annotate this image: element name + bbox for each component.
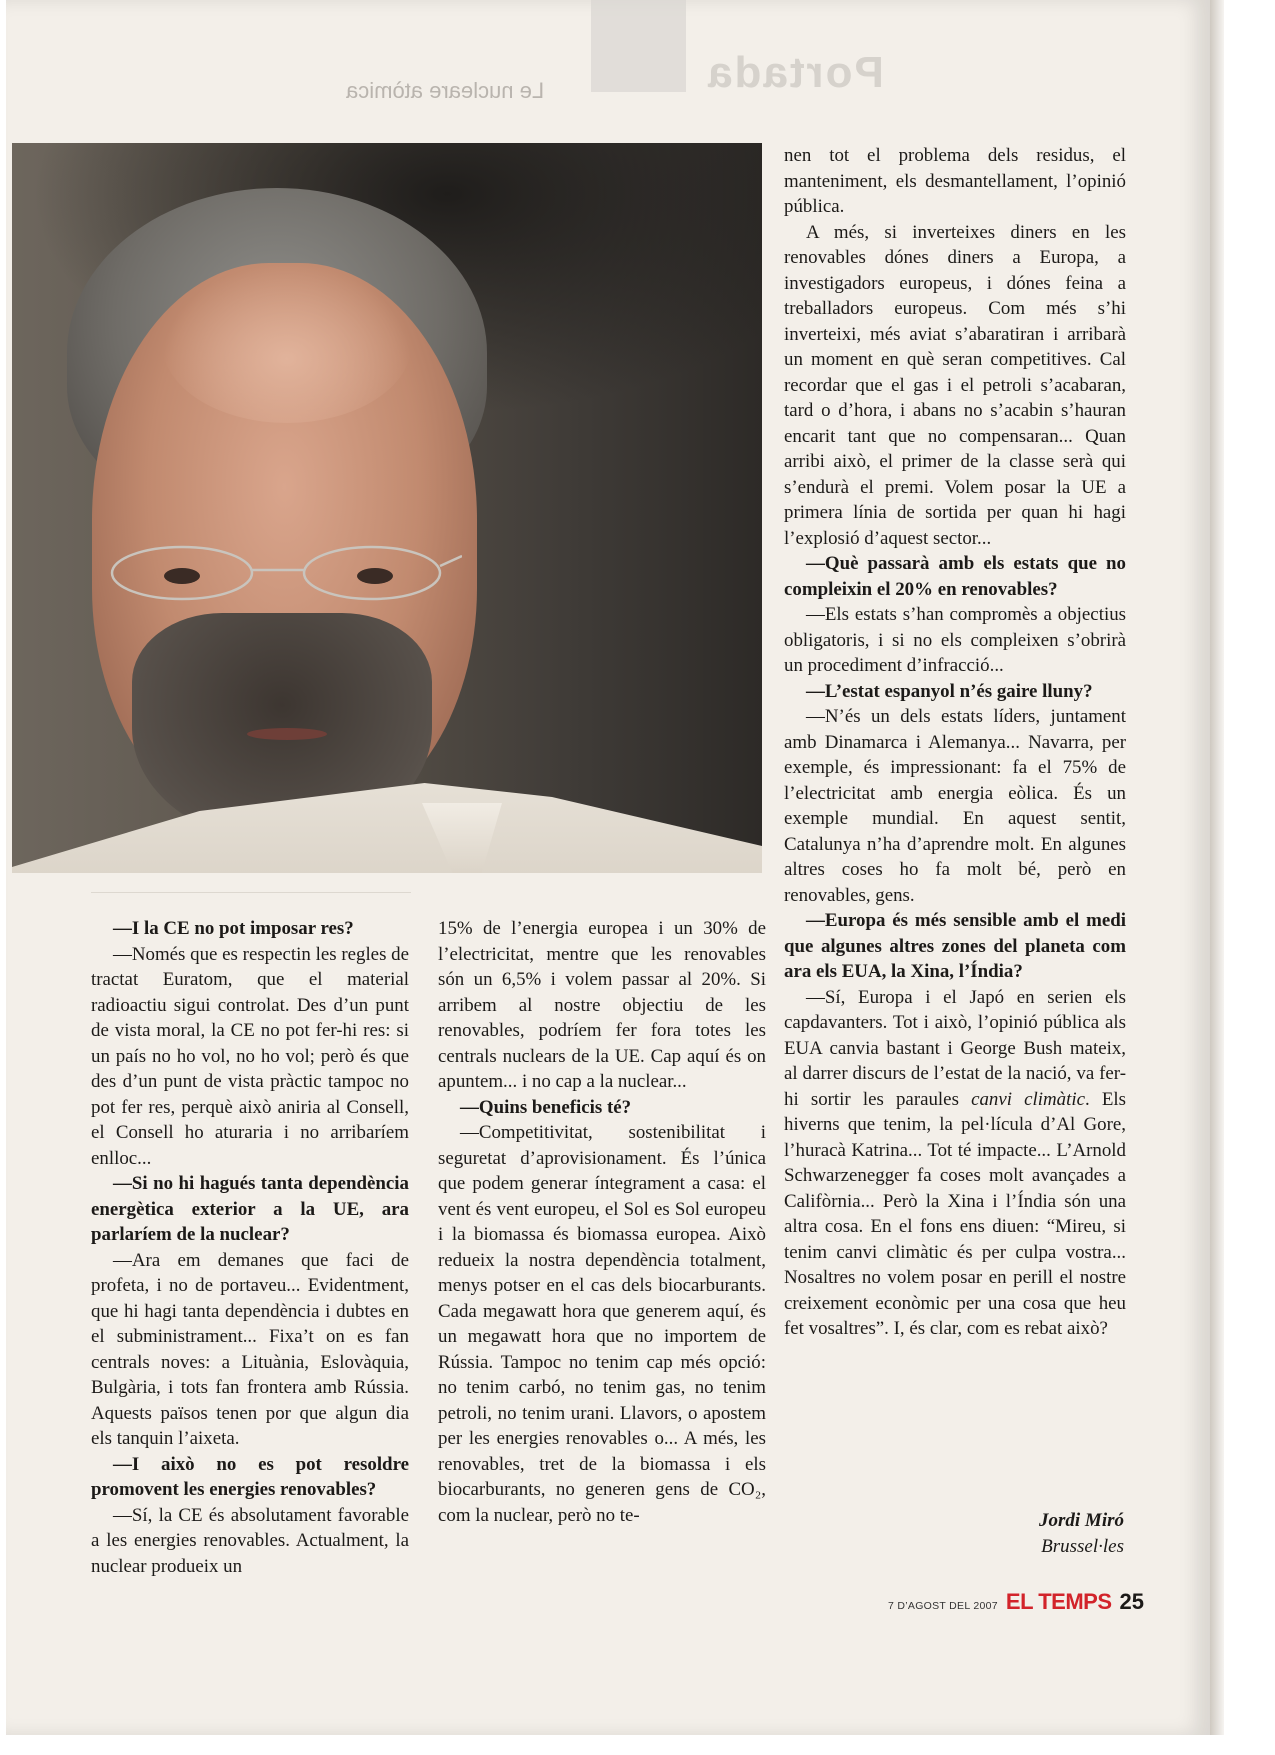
interview-question: —I això no es pot resoldre promovent les energies renovables? (91, 1453, 409, 1500)
column-divider (91, 892, 411, 893)
photo-shirt (12, 783, 762, 873)
article-column-1 (91, 916, 409, 1579)
author-location: Brussel·les (1041, 1536, 1124, 1557)
interview-question: —Quins beneficis té? (460, 1096, 632, 1118)
author-name: Jordi Miró (1039, 1510, 1124, 1531)
interview-answer: —Sí, Europa i el Japó en serien els capdavanters. Tot i això, l’opinió pública als EUA canvia bastant i George Bush mateix, al darrer discurs de l’estat de la nació, va fer-hi sortir les paraules canvi climàtic. Els hiverns que tenim, la pel·lícula d’Al Gore, l’huracà Katrina... Tot té impacte... L’Arnold Schwarzenegger fa coses molt avançades a Califòrnia... Però la Xina i l’Índia són una altra cosa. En el fons ens diuen: “Mireu, si tenim canvi climàtic és per culpa vostra... Nosaltres no volem posar en perill el nostre creixement econòmic per una cosa que heu fet vosaltres”. I, és clar, com es rebat això? (784, 986, 1126, 1339)
photo-mouth (247, 728, 327, 740)
interview-question: —Què passarà amb els estats que no compleixin el 20% en renovables? (784, 553, 1126, 600)
bleed-through-section-title: Portada (706, 48, 884, 97)
bleed-through-subtitle: Le nucleare atòmica (346, 78, 545, 103)
article-column-2 (438, 916, 766, 1528)
interview-answer: —Competitivitat, sostenibilitat i seguretat d’aprovisionament. És l’única que podem generar íntegrament a casa: el vent és vent europeu, el Sol es Sol europeu i la biomassa és biomassa europea. Això redueix la nostra dependència totalment, menys potser en el cas dels biocarburants. Cada megawatt hora que generem aquí, és un megawatt hora que no importem de Rússia. Tampoc no tenim cap més opció: no tenim carbó, no tenim gas, no tenim petroli, no tenim urani. Llavors, o apostem per les energies renovables o... A més, les renovables, tret de la biomassa i els biocarburants, no generen gens de CO₂, com la nuclear, però no te- (438, 1122, 766, 1526)
interview-answer: 15% de l’energia europea i un 30% de l’electricitat, mentre que les renovables són un 6,5% i volem passar al 20%. Si arribem al nostre objectiu de les renovables, podríem fer fora totes les centrals nuclears de la UE. Cap aquí és on apuntem... i no cap a la nuclear... (438, 918, 766, 1092)
glasses-icon (102, 538, 462, 608)
interview-answer: —Ara em demanes que faci de profeta, i no de portaveu... Evidentment, que hi hagi tanta dependència i dubtes en el subministrament... Fixa’t on es fan centrals noves: a Lituània, Eslovàquia, Bulgària, i tots fan frontera amb Rússia. Aquests països tenen por que algun dia els tanquin l’aixeta. (91, 1249, 409, 1449)
interview-answer: —Sí, la CE és absolutament favorable a les energies renovables. Actualment, la nuclear produeix un (91, 1504, 409, 1577)
magazine-brand: EL TEMPS (1005, 1589, 1112, 1614)
interview-answer: nen tot el problema dels residus, el manteniment, els desmantellament, l’opinió pública. (784, 145, 1126, 217)
scan-margin (0, 1735, 1275, 1755)
interview-question: —Europa és més sensible amb el medi que algunes altres zones del planeta com ara els EUA, la Xina, l’Índia? (784, 910, 1126, 982)
interview-question: —L’estat espanyol n’és gaire lluny? (806, 680, 1093, 702)
page-edge-shadow (1210, 0, 1224, 1735)
interview-answer: —Els estats s’han compromès a objectius obligatoris, i si no els compleixen s’obrirà un procediment d’infracció... (784, 604, 1126, 676)
interview-answer: A més, si inverteixes diners en les renovables dónes diners a Europa, a investigadors europeus, i dónes feina a treballadors europeus. Com més s’hi inverteixi, més aviat s’abaratiran i arribarà un moment en què seran competitives. Cal recordar que el gas i el petroli s’acabaran, tard o d’hora, i abans no s’acabin s’hauran encarit tant que no compensaran... Quan arribi això, el primer de la classe serà qui s’endurà el premi. Volem posar la UE a primera línia de sortida per quan hi hagi l’explosió d’aquest sector... (784, 221, 1126, 549)
interview-question: —Si no hi hagués tanta dependència energètica exterior a la UE, ara parlaríem de la nuclear? (91, 1173, 409, 1245)
photo-eye-right (357, 568, 393, 584)
article-column-3 (784, 143, 1126, 1342)
page-footer (824, 1589, 1144, 1617)
photo-forehead (162, 263, 412, 423)
magazine-page (6, 0, 1210, 1735)
interview-answer: —N’és un dels estats líders, juntament amb Dinamarca i Alemanya... Navarra, per exemple, és impressionant: fa el 75% de l’electricitat amb energia eòlica. És un exemple mundial. En aquest sentit, Catalunya n’ha d’aprendre molt. En algunes altres coses ho fa molt bé, però en renovables, gens. (784, 706, 1126, 906)
photo-eye-left (164, 568, 200, 584)
interview-answer: —Només que es respectin les regles de tractat Euratom, que el material radioactiu sigui controlat. Des d’un punt de vista moral, la CE no pot fer-hi res: si un país no ho vol, no ho vol; però és que des d’un punt de vista pràctic tampoc no pot fer res, perquè això aniria al Consell, el Consell ho aturaria i no arribaríem enlloc... (91, 943, 409, 1169)
bleed-through-box (591, 0, 686, 92)
interview-question: —I la CE no pot imposar res? (113, 918, 354, 939)
byline (926, 1508, 1124, 1560)
portrait-photo (12, 143, 762, 873)
issue-date: 7 D’AGOST DEL 2007 (888, 1600, 998, 1612)
page-number: 25 (1119, 1589, 1144, 1614)
